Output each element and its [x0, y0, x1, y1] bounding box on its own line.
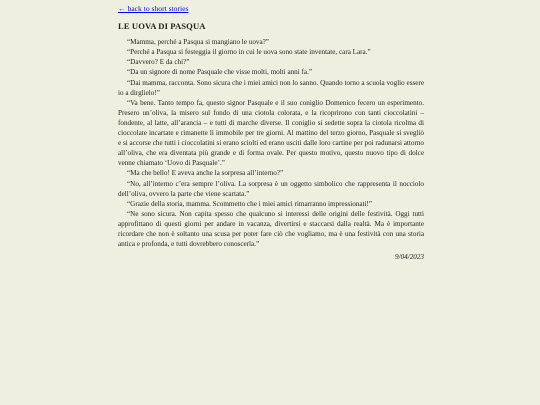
story-date: 9/04/2023 [395, 253, 424, 262]
story-paragraph: “Perché a Pasqua si festeggia il giorno in cui le uova sono state inventate, cara Lara.” [127, 48, 371, 57]
story-paragraph: “No, all’interno c’era sempre l’oliva. La sorpresa è un oggetto simbolico che rappresenta il nocciolo dell’oliva, ovvero la parte che viene scartata.” [118, 179, 424, 198]
story-paragraph: “Dai mamma, racconta. Sono sicura che i miei amici non lo sanno. Quando torno a scuola voglio essere io a dirglielo!” [118, 78, 424, 97]
story-page [118, 4, 424, 262]
back-to-stories-link[interactable]: ← back to short stories [118, 4, 189, 13]
story-paragraph: “Ma che bello! E aveva anche la sorpresa all’interno?” [127, 169, 284, 178]
story-paragraph: “Grazie della storia, mamma. Scommetto che i miei amici rimarranno impressionati!” [127, 199, 373, 208]
story-body [118, 37, 424, 249]
story-title: LE UOVA DI PASQUA [118, 21, 206, 32]
story-paragraph: “Va bene. Tanto tempo fa, questo signor Pasquale e il suo coniglio Domenico fecero un esperimento. Presero un’oliva, la misero sul fondo di una ciotola colorata, e la ricoprirono con tanti cioccolatini – fondente, al latte, all’arancia – e tutti di marche diverse. Il coniglio si sedette sopra la ciotola ricolma di cioccolate incartate e rimanette lì immobile per tre giorni. Al mattino del terzo giorno, Pasquale si svegliò e si accorse che tutti i cioccolatini si erano sciolti ed erano usciti dalle loro cartine per poi radunarsi attorno all’oliva, che era diventata più grande e di forma ovale. Per questo motivo, questo nuovo tipo di dolce venne chiamato ‘Uovo di Pasquale’.” [118, 98, 424, 168]
story-paragraph: “Davvero? E da chi?” [127, 58, 190, 67]
story-paragraph: “Ne sono sicura. Non capita spesso che qualcuno si interessi delle origini delle festività. Oggi tutti approfittano di questi giorni per andare in vacanza, divertirsi e staccarsi dalla realtà. Ma è importante ricordare che non è soltanto una scusa per poter fare ciò che vogliamo, ma è una festività con una storia antica e profonda, e tutti dovrebbero conoscerla.” [118, 209, 424, 249]
story-paragraph: “Da un signore di nome Pasquale che visse molti, molti anni fa.” [127, 68, 313, 77]
story-paragraph: “Mamma, perché a Pasqua si mangiano le uova?” [127, 38, 269, 47]
